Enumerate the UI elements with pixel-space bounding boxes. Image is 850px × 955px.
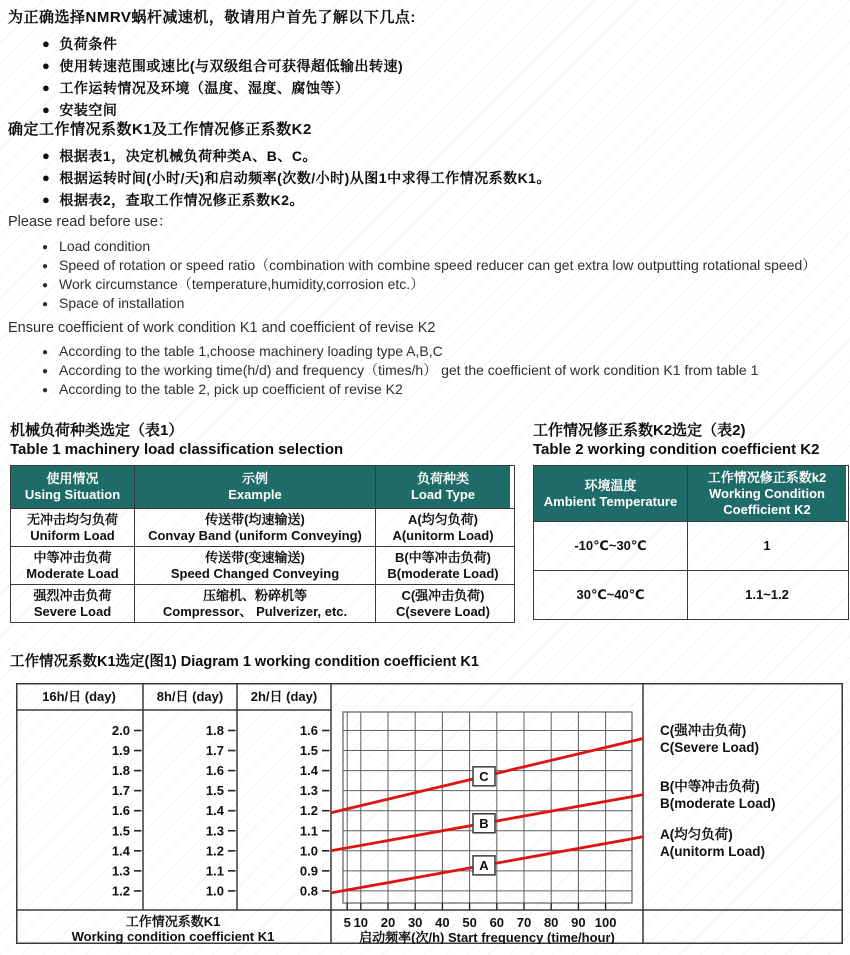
bullet-icon: ● <box>42 280 49 291</box>
bullet-list <box>8 342 848 399</box>
bullet-text: Work circumstance（temperature,humidity,corrosion etc.） <box>59 276 425 292</box>
series-label-C: C <box>479 768 489 784</box>
cell-en: B(moderate Load) <box>387 565 499 581</box>
list-item <box>42 361 848 380</box>
header-en: Ambient Temperature <box>543 493 678 509</box>
bullet-icon: ● <box>42 242 49 253</box>
cell-example <box>134 547 375 584</box>
cell-zh: 传送带(均速输送) <box>205 511 305 527</box>
tick-label: 1.5 <box>205 783 224 799</box>
cell-value: 1 <box>763 538 771 553</box>
cell-value: -10℃~30℃ <box>574 538 647 553</box>
table2-header-coefficient-k2 <box>687 466 846 521</box>
x-tick-label: 40 <box>435 915 450 930</box>
cell-zh: C(强冲击负荷) <box>401 587 485 603</box>
bullet-icon: ● <box>42 36 51 51</box>
tick-label: 0.8 <box>299 883 318 899</box>
bullet-icon: ● <box>42 192 51 207</box>
table1-block <box>10 421 515 623</box>
cell-temperature <box>534 571 687 619</box>
bullet-icon: ● <box>42 58 51 73</box>
tick-label: 1.5 <box>299 743 318 759</box>
tick-label: 1.2 <box>299 803 318 819</box>
table1-title-zh: 机械负荷种类选定（表1） <box>10 422 184 439</box>
bullet-icon: ● <box>42 347 49 358</box>
x-tick-label: 80 <box>543 915 559 930</box>
table-row <box>534 570 848 619</box>
list-item <box>42 256 848 275</box>
cell-en: Moderate Load <box>26 565 119 581</box>
tick-label: 2.0 <box>111 723 130 738</box>
table2-header-ambient-temperature <box>534 466 687 521</box>
cell-load-type <box>375 547 510 584</box>
list-item <box>42 294 848 313</box>
tick-label: 1.1 <box>205 863 224 879</box>
tick-label: 1.3 <box>111 863 130 879</box>
tick-label: 1.4 <box>205 803 224 819</box>
k1-diagram <box>16 683 843 944</box>
list-item <box>42 33 808 55</box>
table1-title-en: Table 1 machinery load classification selection <box>10 441 344 458</box>
tick-label: 1.6 <box>205 763 224 779</box>
tick-label: 1.0 <box>299 843 318 859</box>
table-row <box>11 508 514 546</box>
bullet-text: 根据表1，决定机械负荷种类A、B、C。 <box>59 148 317 164</box>
cell-en: Speed Changed Conveying <box>170 565 340 581</box>
cell-zh: B(中等冲击负荷) <box>394 549 492 565</box>
list-item <box>42 77 808 99</box>
k1-axis-caption-zh: 工作情况系数K1 <box>125 914 221 929</box>
section-intro-en <box>8 210 848 313</box>
cell-k2-value <box>687 571 846 619</box>
section-title: Ensure coefficient of work condition K1 and coefficient of revise K2 <box>8 320 436 336</box>
bullet-icon: ● <box>42 170 51 185</box>
bullet-text: Space of installation <box>59 295 185 311</box>
list-item <box>42 380 848 399</box>
table-row <box>11 546 514 584</box>
tick-label: 1.3 <box>205 823 224 839</box>
bullet-list <box>8 33 808 121</box>
table2-block <box>533 421 849 620</box>
cell-en: Compressor、 Pulverizer, etc. <box>162 603 348 619</box>
x-tick-label: 5 <box>343 915 351 930</box>
x-tick-label: 30 <box>407 915 423 930</box>
k1-diagram-svg <box>16 683 843 944</box>
cell-en: Convay Band (uniform Conveying) <box>148 527 362 543</box>
series-label-B: B <box>479 815 489 831</box>
bullet-list <box>8 145 808 211</box>
list-item <box>42 275 848 294</box>
table1-header-load-type <box>375 466 510 508</box>
table-row <box>11 584 514 622</box>
cell-en: A(unitorm Load) <box>392 527 494 543</box>
table1-header-example <box>134 466 375 508</box>
day-col-header: 8h/日 (day) <box>156 689 224 704</box>
x-tick-label: 70 <box>516 915 532 930</box>
cell-zh: 中等冲击负荷 <box>33 549 112 565</box>
bullet-text: 安装空间 <box>59 102 118 118</box>
cell-value: 1.1~1.2 <box>745 587 789 602</box>
bullet-text: 根据运转时间(小时/天)和启动频率(次数/小时)从图1中求得工作情况系数K1。 <box>59 170 551 186</box>
x-tick-label: 100 <box>594 915 617 930</box>
bullet-icon: ● <box>42 261 49 272</box>
header-line: Coefficient K2 <box>723 501 811 517</box>
section-title: Please read before use： <box>8 214 173 230</box>
bullet-icon: ● <box>42 102 51 117</box>
bullet-text: Speed of rotation or speed ratio（combination with combine speed reducer can get extra low outputting rotational speed） <box>59 257 817 273</box>
bullet-text: According to the working time(h/d) and frequency（times/h） get the coefficient of work condition K1 from table 1 <box>59 362 759 378</box>
section-title: 确定工作情况系数K1及工作情况修正系数K2 <box>8 121 312 138</box>
bullet-icon: ● <box>42 366 49 377</box>
cell-value: 30℃~40℃ <box>576 587 645 602</box>
legend-en-C: C(Severe Load) <box>660 740 760 755</box>
bullet-text: 使用转速范围或速比(与双级组合可获得超低输出转速) <box>59 58 404 74</box>
list-item <box>42 167 808 189</box>
bullet-text: 根据表2，查取工作情况修正系数K2。 <box>59 192 305 208</box>
x-tick-label: 90 <box>571 915 586 930</box>
table2-header-row <box>534 466 848 521</box>
list-item <box>42 237 848 256</box>
x-tick-label: 60 <box>489 915 505 930</box>
section-steps-en <box>8 320 848 399</box>
cell-example <box>134 585 375 622</box>
legend-zh-C: C(强冲击负荷) <box>660 723 747 738</box>
tick-label: 0.9 <box>299 863 318 879</box>
legend-en-A: A(unitorm Load) <box>660 844 765 859</box>
tick-label: 1.8 <box>205 723 224 738</box>
bullet-text: 负荷条件 <box>59 36 118 52</box>
header-zh: 负荷种类 <box>416 471 469 486</box>
day-col-header: 16h/日 (day) <box>42 689 116 704</box>
legend-zh-B: B(中等冲击负荷) <box>660 779 760 794</box>
header-line: Working Condition <box>708 485 826 501</box>
legend-en-B: B(moderate Load) <box>660 796 776 811</box>
header-en: Example <box>228 487 282 502</box>
bullet-text: Load condition <box>59 238 151 254</box>
header-zh: 示例 <box>241 471 268 486</box>
tick-label: 1.9 <box>111 743 130 759</box>
tick-label: 1.8 <box>111 763 130 779</box>
cell-using-situation <box>11 547 134 584</box>
section-steps-zh <box>8 118 808 211</box>
tick-label: 1.7 <box>111 783 130 799</box>
bullet-icon: ● <box>42 80 51 95</box>
x-tick-label: 50 <box>462 915 477 930</box>
tick-label: 1.0 <box>205 883 224 899</box>
bullet-text: 工作运转情况及环境（温度、湿度、腐蚀等） <box>59 80 350 96</box>
cell-en: Uniform Load <box>30 527 115 543</box>
table2 <box>533 465 849 620</box>
tick-label: 1.3 <box>299 783 318 799</box>
tick-label: 1.4 <box>299 763 318 779</box>
x-tick-label: 10 <box>353 915 369 930</box>
cell-example <box>134 509 375 546</box>
cell-en: Severe Load <box>33 603 112 619</box>
header-en: Load Type <box>410 487 476 502</box>
cell-zh: A(均匀负荷) <box>407 511 479 527</box>
tick-label: 1.4 <box>111 843 130 859</box>
table2-title-en: Table 2 working condition coefficient K2 <box>533 441 820 458</box>
table1 <box>10 465 515 623</box>
bullet-icon: ● <box>42 148 51 163</box>
x-axis-caption: 启动频率(次/h) Start frequency (time/hour) <box>359 930 615 944</box>
tick-label: 1.6 <box>299 723 318 738</box>
table1-header-row <box>11 466 514 508</box>
cell-zh: 无冲击均匀负荷 <box>26 511 118 527</box>
list-item <box>42 189 808 211</box>
cell-zh: 传送带(变速输送) <box>205 549 305 565</box>
legend-zh-A: A(均匀负荷) <box>660 827 733 842</box>
cell-load-type <box>375 585 510 622</box>
header-zh: 环境温度 <box>584 477 637 493</box>
cell-zh: 强烈冲击负荷 <box>33 587 112 603</box>
cell-using-situation <box>11 509 134 546</box>
tick-label: 1.1 <box>299 823 318 839</box>
bullet-text: According to the table 1,choose machinery loading type A,B,C <box>59 343 443 359</box>
cell-zh: 压缩机、粉碎机等 <box>202 587 307 603</box>
tick-label: 1.2 <box>111 883 130 899</box>
cell-using-situation <box>11 585 134 622</box>
list-item <box>42 342 848 361</box>
bullet-list <box>8 237 848 313</box>
series-label-A: A <box>479 857 489 873</box>
table1-header-using-situation <box>11 466 134 508</box>
bullet-text: According to the table 2, pick up coefficient of revise K2 <box>59 381 403 397</box>
day-col-header: 2h/日 (day) <box>250 689 318 704</box>
bullet-icon: ● <box>42 299 49 310</box>
tick-label: 1.2 <box>205 843 224 859</box>
tick-label: 1.6 <box>111 803 130 819</box>
table-row <box>534 521 848 570</box>
cell-k2-value <box>687 522 846 570</box>
cell-en: C(severe Load) <box>396 603 490 619</box>
header-line: 工作情况修正系数k2 <box>707 469 827 485</box>
k1-axis-caption-en: Working condition coefficient K1 <box>71 929 275 944</box>
bullet-icon: ● <box>42 385 49 396</box>
list-item <box>42 145 808 167</box>
tick-label: 1.7 <box>205 743 224 759</box>
section-title: 为正确选择NMRV蜗杆减速机，敬请用户首先了解以下几点: <box>8 9 416 26</box>
tick-label: 1.5 <box>111 823 130 839</box>
header-en: Using Situation <box>24 487 121 502</box>
x-tick-label: 20 <box>380 915 396 930</box>
section-intro-zh <box>8 6 808 121</box>
table2-title-zh: 工作情况修正系数K2选定（表2) <box>533 422 746 439</box>
cell-load-type <box>375 509 510 546</box>
header-zh: 使用情况 <box>46 471 99 486</box>
k1-diagram-title: 工作情况系数K1选定(图1) Diagram 1 working condition coefficient K1 <box>10 654 479 670</box>
list-item <box>42 55 808 77</box>
cell-temperature <box>534 522 687 570</box>
